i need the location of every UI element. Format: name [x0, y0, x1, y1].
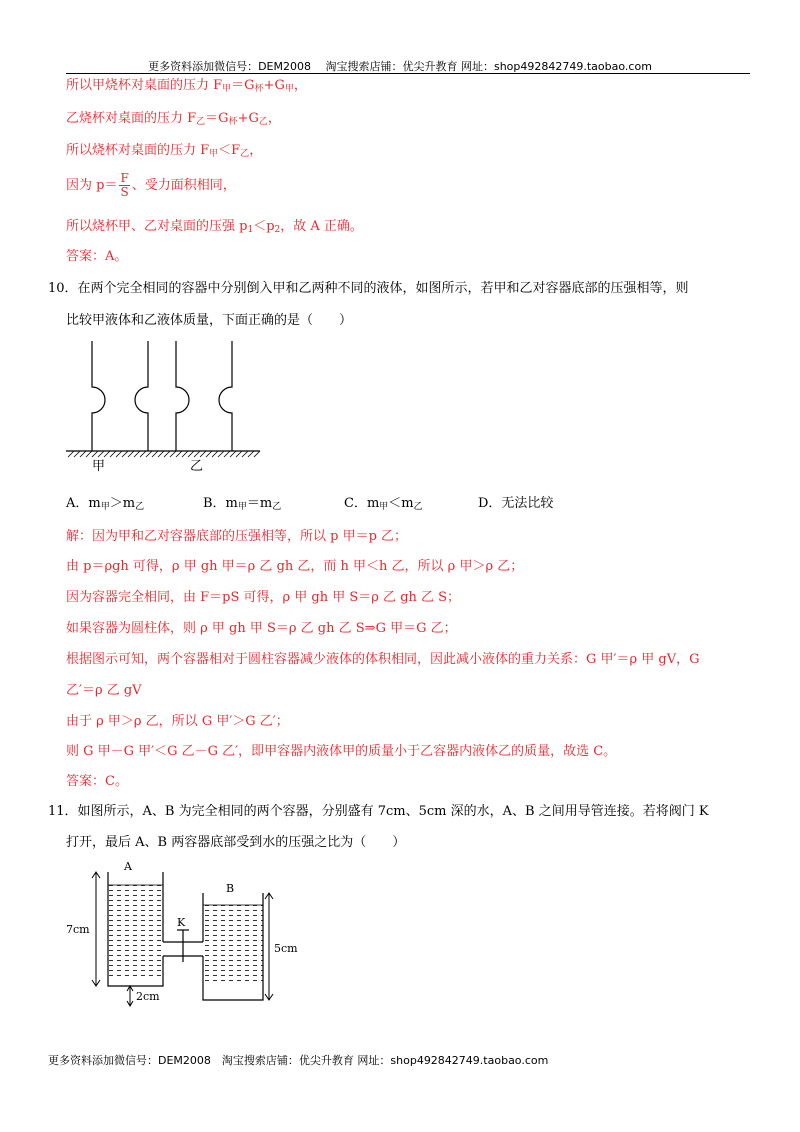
q10-option-a[interactable]: A．$m_甲>m_乙$: [66, 496, 145, 512]
prev-solution-line-3: 所以烧杯对桌面的压力 $F_甲<F_乙$，: [66, 143, 263, 159]
fraction-f-over-s: $\frac{F}{S}$: [120, 171, 129, 199]
q10-option-d[interactable]: D．无法比较: [478, 496, 554, 511]
prev-solution-line-4: 因为 p＝ $\frac{F}{S}$ 、受力面积相同，: [66, 171, 236, 199]
q10-stem-line-2: 比较甲液体和乙液体质量，下面正确的是（ ）: [66, 313, 353, 328]
q10-solution-line-5: 根据图示可知，两个容器相对于圆柱容器减少液体的体积相同，因此减小液体的重力关系：G 甲′＝ρ 甲 gV，G: [66, 652, 700, 667]
q11-stem-line-2: 打开，最后 A、B 两容器底部受到水的压强之比为（ ）: [66, 835, 406, 850]
prev-answer: 答案：A。: [66, 249, 128, 264]
page-footer: 更多资料添加微信号：DEM2008 淘宝搜索店铺：优尖升教育 网址：shop492842749.taobao.com: [48, 1054, 549, 1067]
label-pipe-height: 2cm: [136, 990, 160, 1003]
q10-solution-line-4: 如果容器为圆柱体，则 ρ 甲 gh 甲 S＝ρ 乙 gh 乙 S⇒G 甲＝G 乙；: [66, 621, 457, 636]
label-b: B: [226, 882, 235, 895]
label-height-a: 7cm: [66, 923, 90, 936]
q10-option-b[interactable]: B．$m_甲=m_乙$: [203, 496, 282, 512]
q10-label-jia: 甲: [92, 459, 106, 474]
prev-solution-line-2: 乙烧杯对桌面的压力 $F_乙=G_杯+G_乙$，: [66, 111, 281, 127]
label-k: K: [177, 916, 186, 929]
header-divider: [66, 73, 750, 74]
q10-stem-line-1: 10．在两个完全相同的容器中分别倒入甲和乙两种不同的液体，如图所示，若甲和乙对容器底部的压强相等，则: [48, 281, 689, 296]
page-header: 更多资料添加微信号：DEM2008 淘宝搜索店铺：优尖升教育 网址：shop492842749.taobao.com: [148, 60, 652, 73]
prev-solution-line-5: 所以烧杯甲、乙对桌面的压强 $p_1<p_2$，故 A 正确。: [66, 219, 363, 235]
label-a: A: [124, 860, 132, 873]
prev-solution-line-1: 所以甲烧杯对桌面的压力 $F_甲=G_杯+G_甲$，: [66, 78, 307, 94]
q10-option-c[interactable]: C．$m_甲<m_乙$: [344, 496, 423, 512]
q11-figure: [60, 858, 310, 1008]
q10-answer: 答案：C。: [66, 774, 128, 789]
q10-label-yi: 乙: [190, 459, 204, 474]
label-height-b: 5cm: [274, 942, 298, 955]
container-a-water: [108, 885, 163, 977]
q10-solution-line-7: 由于 ρ 甲＞ρ 乙，所以 G 甲′＞G 乙′；: [66, 714, 289, 729]
q10-solution-line-1: 解：因为甲和乙对容器底部的压强相等，所以 p 甲＝p 乙；: [66, 529, 408, 544]
q10-solution-line-6: 乙′＝ρ 乙 gV: [66, 683, 142, 698]
q10-solution-line-8: 则 G 甲－G 甲′＜G 乙－G 乙′，即甲容器内液体甲的质量小于乙容器内液体乙的质量，故选 C。: [66, 744, 617, 759]
q10-solution-line-3: 因为容器完全相同，由 F＝pS 可得，ρ 甲 gh 甲 S＝ρ 乙 gh 乙 S；: [66, 590, 461, 605]
container-b-water: [203, 905, 263, 983]
q10-solution-line-2: 由 p＝ρgh 可得，ρ 甲 gh 甲＝ρ 乙 gh 乙，而 h 甲＜h 乙，所以 ρ 甲＞ρ 乙；: [66, 559, 524, 574]
q10-figure: [60, 335, 270, 475]
q11-stem-line-1: 11．如图所示，A、B 为完全相同的两个容器，分别盛有 7cm、5cm 深的水，A、B 之间用导管连接。若将阀门 K: [48, 804, 709, 819]
